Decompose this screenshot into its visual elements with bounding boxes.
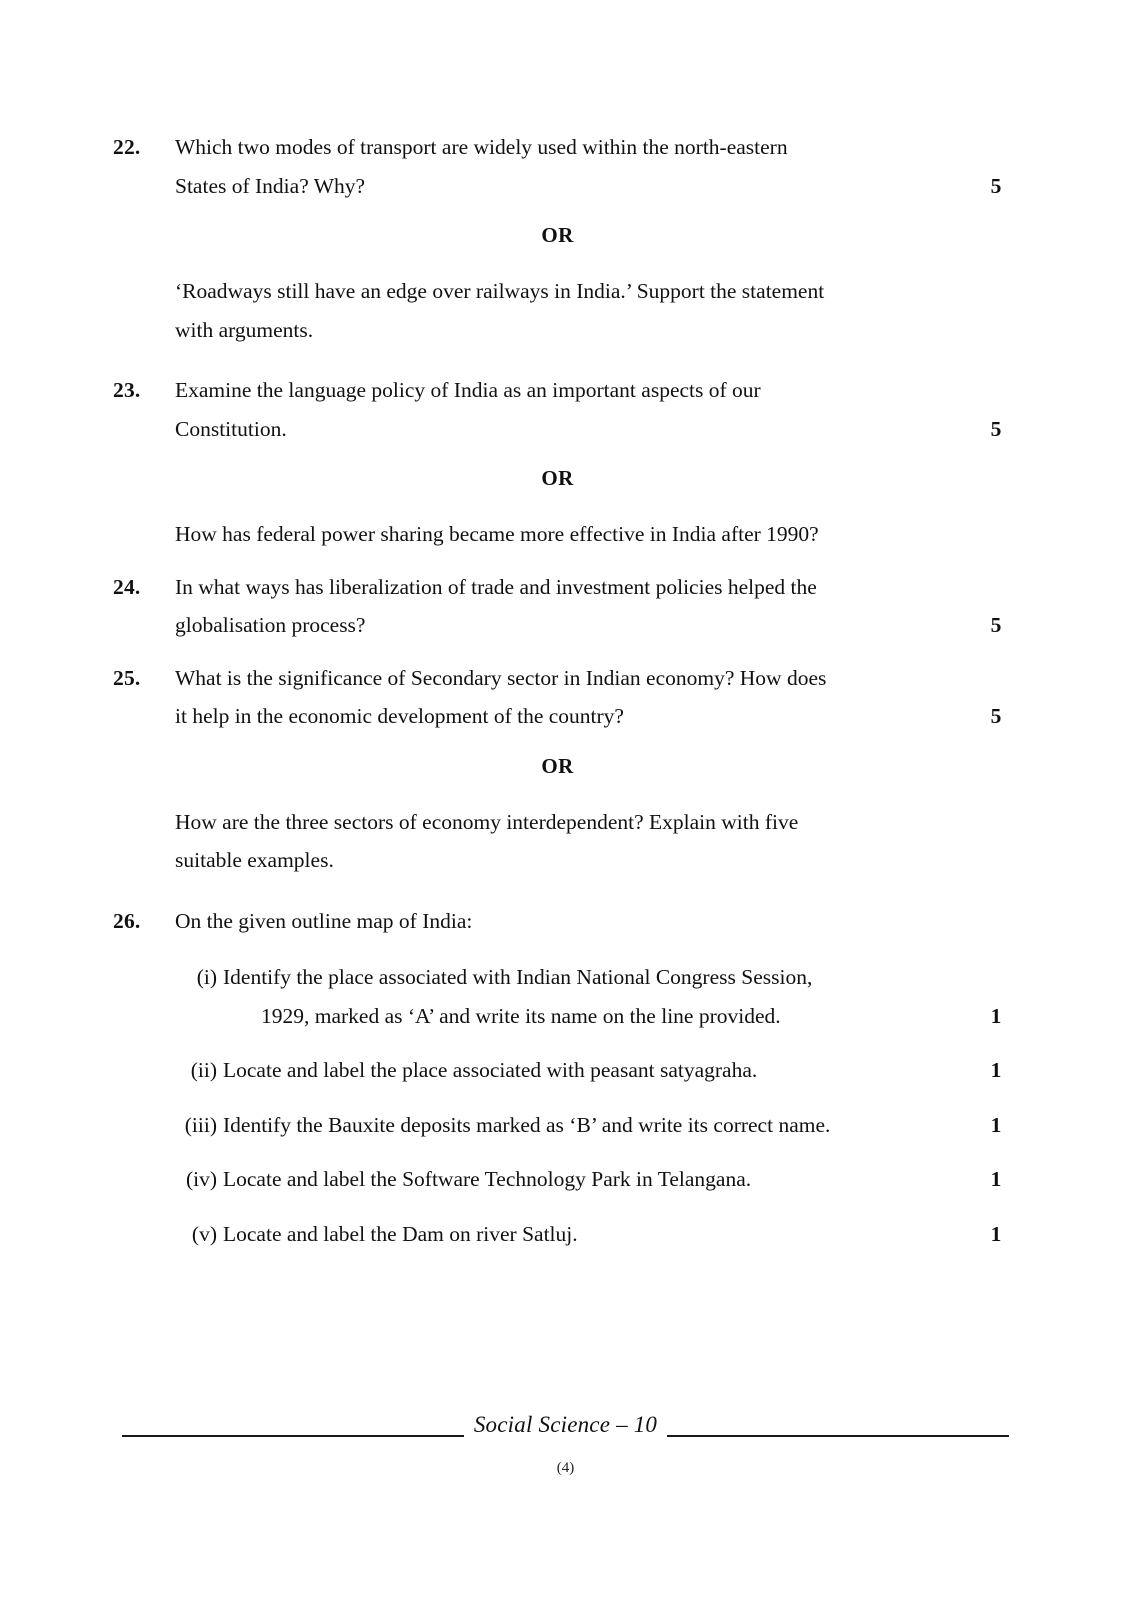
subitem-text [223,1106,1018,1145]
question-number: 22. [113,135,141,159]
marks-value: 5 [990,704,1002,728]
question-22 [113,128,1018,205]
question-22-alternative [175,272,1018,349]
subitem-v [175,1215,1018,1254]
question-23-alternative [175,515,1018,554]
subitem-i [175,958,1018,1035]
question-25-alternative [175,803,1018,880]
question-text [175,371,1018,448]
subitem-text [223,1160,1018,1199]
subitem-text [223,958,1018,1035]
page-footer [0,1412,1131,1438]
question-24 [113,568,1018,645]
question-text-line2: Constitution. [175,416,287,441]
alternative-line2: with arguments. [175,317,314,342]
subitem-text [223,1215,1018,1254]
subitem-text-line1: Locate and label the Software Technology Park in Telangana. [223,1167,752,1191]
subitem-text-line2: 1929, marked as ‘A’ and write its name on the line provided. [261,1003,781,1028]
footer-rule-left [122,1435,464,1437]
question-text-line1: Examine the language policy of India as an important aspects of our [175,378,761,402]
question-text-line1: What is the significance of Secondary sector in Indian economy? How does [175,665,827,690]
question-text-line2: globalisation process? [175,613,366,637]
question-text [175,659,1018,736]
marks-value: 1 [990,1221,1002,1246]
question-text [175,902,1018,941]
marks-value: 1 [990,1003,1002,1028]
question-number: 25. [113,665,141,690]
or-separator-25: OR [541,753,574,778]
subitem-text-line1: Identify the place associated with Indian National Congress Session, [223,965,813,989]
page-number: (4) [556,1460,575,1476]
question-26 [113,902,1018,941]
question-text-line2: States of India? Why? [175,173,366,198]
question-number: 24. [113,574,141,599]
marks-value: 5 [990,416,1002,441]
question-text [175,568,1018,645]
question-number: 23. [113,378,141,402]
question-text-line1: Which two modes of transport are widely used within the north-eastern [175,135,788,159]
marks-value: 1 [990,1058,1002,1082]
subitem-text-line1: Locate and label the Dam on river Satluj. [223,1221,578,1246]
question-list [113,128,1018,1253]
question-25 [113,659,1018,736]
or-separator-22: OR [541,223,574,247]
subitem-ii [175,1051,1018,1090]
subitem-label: (i) [196,965,217,989]
marks-value: 1 [990,1167,1002,1191]
alternative-line1: How are the three sectors of economy interdependent? Explain with five [175,809,799,834]
alternative-line1: ‘Roadways still have an edge over railways in India.’ Support the statement [175,279,825,303]
question-text-line1: On the given outline map of India: [175,908,473,933]
question-text-line1: In what ways has liberalization of trade and investment policies helped the [175,574,817,599]
question-text-line2: it help in the economic development of the country? [175,704,624,728]
marks-value: 5 [990,173,1002,198]
question-text [175,128,1018,205]
alternative-line2: suitable examples. [175,848,334,872]
subitem-text-line1: Identify the Bauxite deposits marked as ‘B’ and write its correct name. [223,1112,831,1137]
or-separator-23: OR [541,466,574,490]
alternative-line1: How has federal power sharing became more effective in India after 1990? [175,522,819,546]
subitem-label: (ii) [190,1058,217,1082]
footer-subject-title: Social Science – 10 [473,1412,658,1437]
subitem-label: (iv) [185,1167,217,1191]
subitem-text-line1: Locate and label the place associated with peasant satyagraha. [223,1058,758,1082]
question-23 [113,371,1018,448]
marks-value: 1 [990,1112,1002,1137]
subitem-label: (iii) [184,1112,217,1137]
subitem-iii [175,1106,1018,1145]
subitem-iv [175,1160,1018,1199]
footer-rule-right [667,1435,1009,1437]
question-number: 26. [113,908,141,933]
subitem-label: (v) [191,1221,217,1246]
marks-value: 5 [990,613,1002,637]
subitem-text [223,1051,1018,1090]
